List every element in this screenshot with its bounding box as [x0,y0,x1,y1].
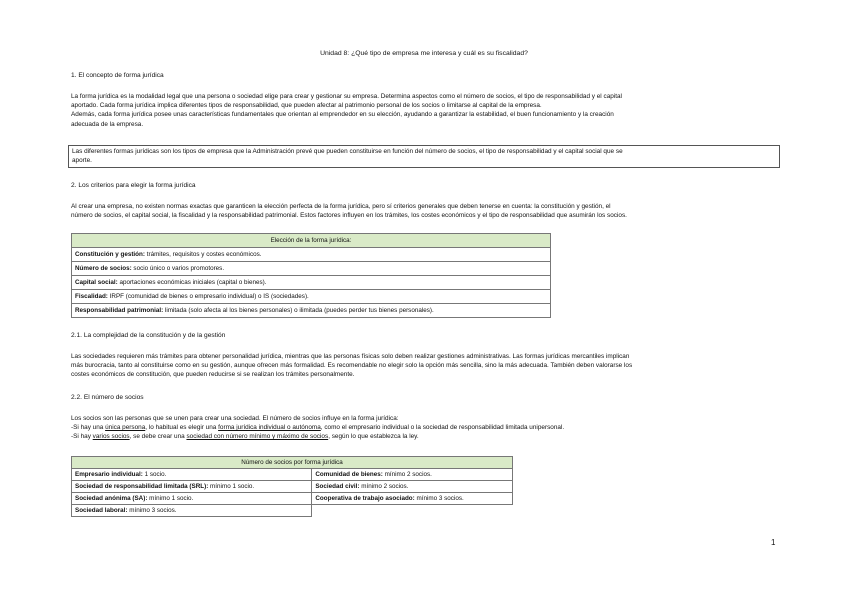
table-cell: Sociedad civil: mínimo 2 socios. [312,481,513,493]
section-2-1-heading: 2.1. La complejidad de la constitución y de la gestión [71,332,226,339]
text-line: Las sociedades requieren más trámites para obtener personalidad jurídica, mientras que las personas físicas solo deben realizar gestiones administrativas. Las formas jurídicas mercantiles implican [71,353,630,360]
table-row: Número de socios: socio único o varios promotores. [72,262,551,276]
text-line: Además, cada forma jurídica posee unas características fundamentales que orientan al emprendedor en su elección, ayudando a garantizar la estabilidad, el buen funcionamiento y la creación [71,111,614,119]
table-cell: Cooperativa de trabajo asociado: mínimo 3 socios. [312,493,513,505]
definition-box [68,145,780,168]
text-line: Los socios son las personas que se unen para crear una sociedad. El número de socios influye en la forma jurídica: [71,415,399,422]
table-row: Constitución y gestión: trámites, requisitos y costes económicos. [72,248,551,262]
table-cell: Empresario individual: 1 socio. [72,469,312,481]
socios-table [71,456,513,517]
text-line: aporte. [72,157,92,165]
table-cell: Sociedad de responsabilidad limitada (SRL): mínimo 1 socio. [72,481,312,493]
text-line: -Si hay varios socios, se debe crear una sociedad con número mínimo y máximo de socios, según lo que establezca la ley. [71,433,419,441]
text-line: Las diferentes formas jurídicas son los tipos de empresa que la Administración prevé que pueden constituirse en función del número de socios, el tipo de responsabilidad y el capital social que se [72,148,623,155]
table-header: Número de socios por forma jurídica [72,457,513,469]
table-header: Elección de la forma jurídica: [72,234,551,248]
section-2-2-paragraph [71,414,777,442]
section-1-heading: 1. El concepto de forma jurídica [71,72,164,79]
text-line: adecuada de la empresa. [71,120,144,128]
section-2-2-heading: 2.2. El número de socios [71,394,144,401]
document-title: Unidad 8: ¿Qué tipo de empresa me interesa y cuál es su fiscalidad? [320,50,528,57]
table-row: Fiscalidad: IRPF (comunidad de bienes o empresario individual) o IS (sociedades). [72,290,551,304]
table-cell: Sociedad anónima (SA): mínimo 1 socio. [72,493,312,505]
text-line: número de socios, el capital social, la fiscalidad y la responsabilidad patrimonial. Estos factores influyen en los trámites, los costes económicos y el tipo de responsabilidad que asumirán los socios. [71,212,627,220]
text-line: -Si hay una única persona, lo habitual es elegir una forma jurídica individual o autónoma, como el empresario individual o la sociedad de responsabilidad limitada unipersonal. [71,424,565,432]
table-cell-empty [312,505,513,517]
text-line: Al crear una empresa, no existen normas exactas que garanticen la elección perfecta de la forma jurídica, pero sí criterios generales que deben tenerse en cuenta: la constitución y gestión, el [71,203,611,210]
table-row: Capital social: aportaciones económicas iniciales (capital o bienes). [72,276,551,290]
section-2-1-paragraph [71,352,777,380]
section-2-heading: 2. Los criterios para elegir la forma jurídica [71,182,196,189]
section-2-paragraph [71,202,777,220]
table-cell: Comunidad de bienes: mínimo 2 socios. [312,469,513,481]
table-row: Responsabilidad patrimonial: limitada (solo afecta al los bienes personales) o ilimitada (puedes perder tus bienes personales). [72,304,551,318]
criteria-table [71,233,551,318]
page-number: 1 [771,538,776,547]
text-line: La forma jurídica es la modalidad legal que una persona o sociedad elige para crear y gestionar su empresa. Determina aspectos como el número de socios, el tipo de responsabilidad y el capital [71,93,622,100]
text-line: costes económicos de constitución, que pueden reducirse si se realizan los trámites personalmente. [71,371,355,379]
table-cell: Sociedad laboral: mínimo 3 socios. [72,505,312,517]
text-line: más burocracia, tanto al constituirse como en su gestión, aunque ofrecen más formalidad. Es recomendable no elegir solo la opción más sencilla, sino la más adecuada. También deben valorarse los [71,362,633,370]
section-1-paragraph [71,92,777,129]
text-line: aportado. Cada forma jurídica implica diferentes tipos de responsabilidad, que pueden afectar al patrimonio personal de los socios o limitarse al capital de la empresa. [71,102,542,110]
